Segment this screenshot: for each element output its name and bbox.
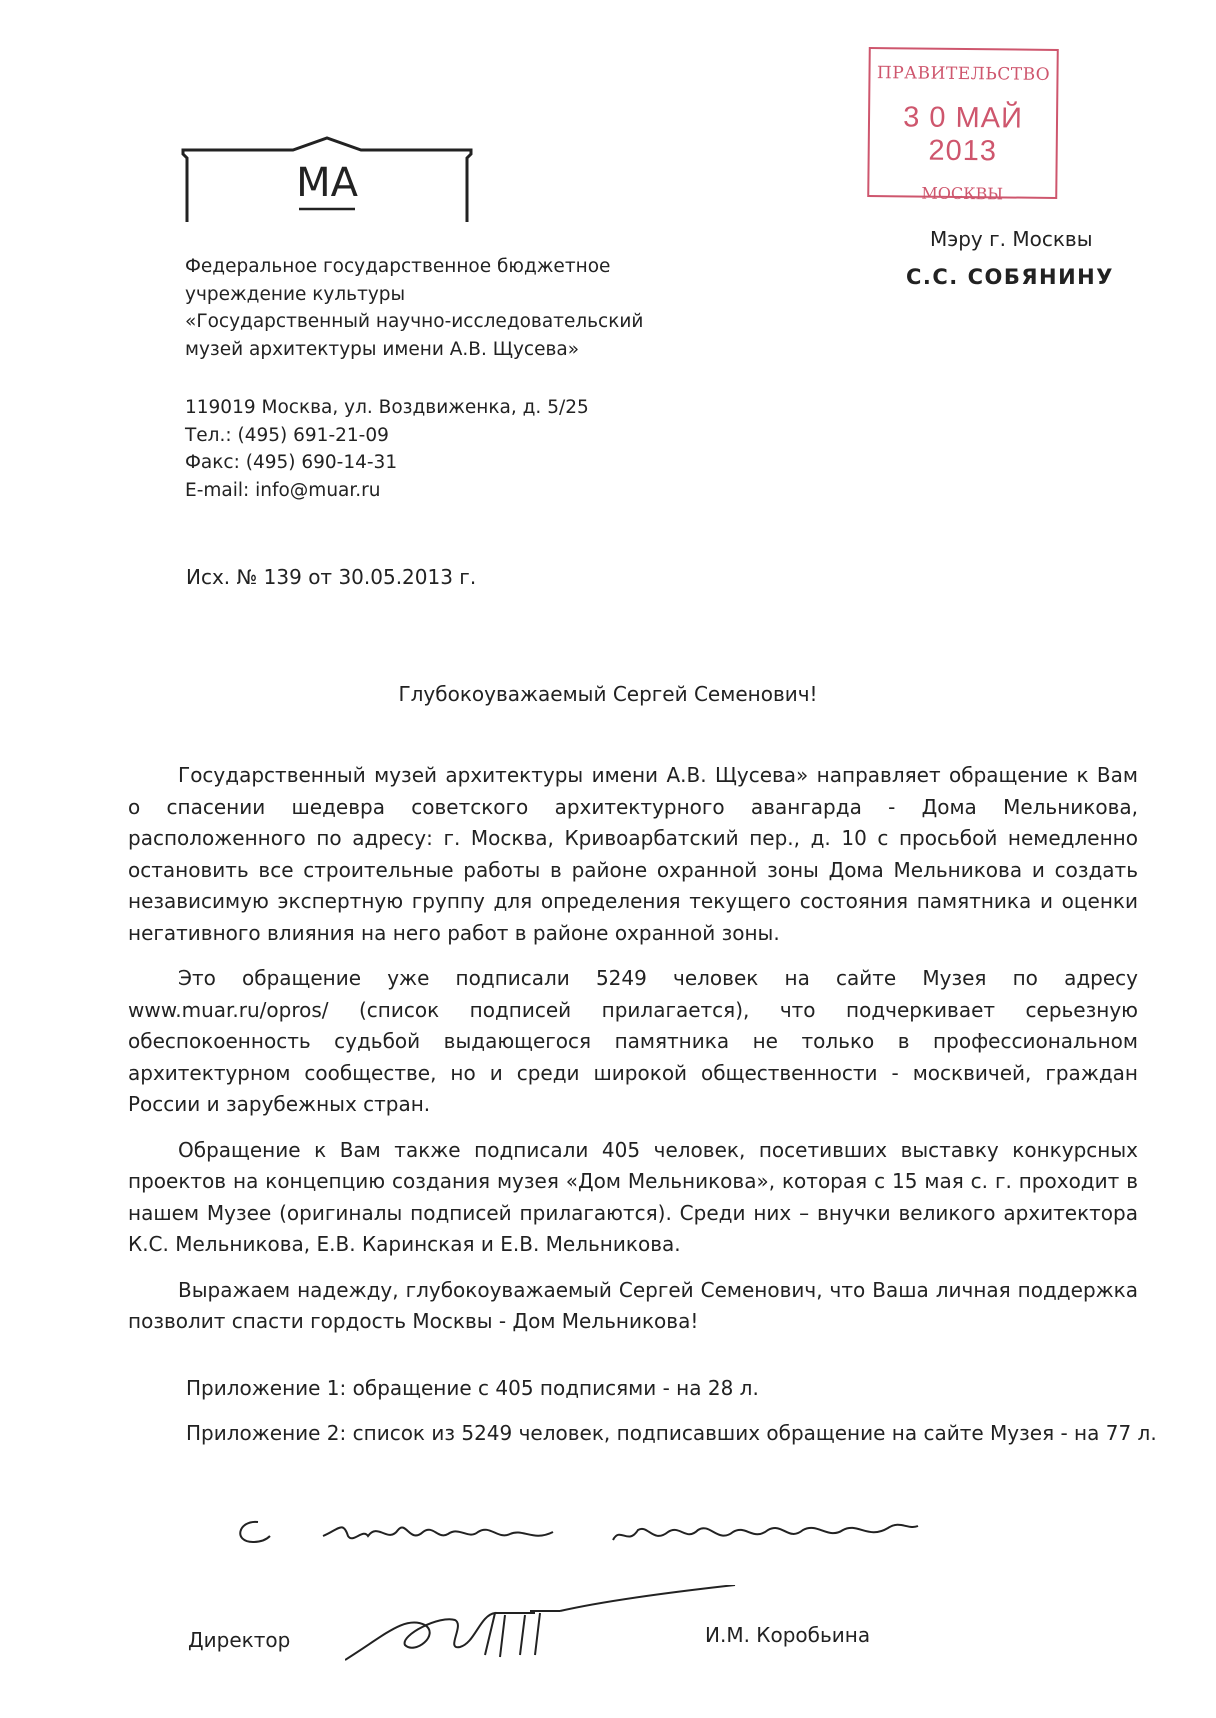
organization-name: [185, 253, 643, 363]
paragraph: Обращение к Вам также подписали 405 человек, посетивших выставку конкурсных проектов на концепцию создания музея «Дом Мельникова», которая с 15 мая с. г. проходит в нашем Музее (оригиналы подписей прилагаются). Среди них – внучки великого архитектора К.С. Мельникова, Е.В. Каринская и Е.В. Мельникова.: [128, 1137, 1138, 1256]
attachment-1: Приложение 1: обращение с 405 подписями - на 28 л.: [186, 1376, 759, 1400]
stamp-city: МОСКВЫ: [921, 183, 1004, 204]
handwritten-closing: [228, 1500, 1018, 1560]
museum-logo: [181, 136, 475, 222]
signatory-role: Директор: [188, 1628, 291, 1652]
outgoing-number: Исх. № 139 от 30.05.2013 г.: [186, 565, 477, 589]
paragraph: Это обращение уже подписали 5249 человек на сайте Музея по адресу www.muar.ru/opros/ (список подписей прилагается), что подчеркивает серьезную обеспокоенность судьбой выдающегося памятника не только в профессиональном архитектурном сообществе, но и среди широкой общественности - москвичей, граждан России и зарубежных стран.: [128, 966, 1138, 1116]
stamp-org: ПРАВИТЕЛЬСТВО: [876, 63, 1051, 85]
signature: [345, 1585, 745, 1670]
letter-body: [128, 760, 1138, 1352]
email: E-mail: info@muar.ru: [185, 479, 381, 501]
org-line: учреждение культуры: [185, 283, 406, 305]
attachments: [186, 1366, 1157, 1456]
postal-address: 119019 Москва, ул. Воздвиженка, д. 5/25: [185, 397, 589, 418]
organization-contacts: [185, 394, 589, 504]
addressee: [906, 227, 1114, 289]
org-line: «Государственный научно-исследовательский: [185, 311, 644, 332]
paragraph: Выражаем надежду, глубокоуважаемый Сергей Семенович, что Ваша личная поддержка позволит спасти гордость Москвы - Дом Мельникова!: [128, 1277, 1138, 1333]
addressee-title: Мэру г. Москвы: [930, 227, 1093, 251]
logo-text: МА: [296, 160, 358, 206]
org-line: Федеральное государственное бюджетное: [185, 256, 611, 277]
phone: Тел.: (495) 691-21-09: [185, 424, 389, 446]
greeting: Глубокоуважаемый Сергей Семенович!: [398, 682, 818, 706]
stamp-date: 3 0 МАЙ 2013: [903, 101, 1024, 168]
fax: Факс: (495) 690-14-31: [185, 452, 398, 473]
org-line: музей архитектуры имени А.В. Щусева»: [185, 338, 580, 360]
signatory-name: И.М. Коробьина: [705, 1623, 871, 1647]
attachment-2: Приложение 2: список из 5249 человек, подписавших обращение на сайте Музея - на 77 л.: [186, 1421, 1157, 1445]
paragraph: Государственный музей архитектуры имени А.В. Щусева» направляет обращение к Вам о спасении шедевра советского архитектурного авангарда - Дома Мельникова, расположенного по адресу: г. Москва, Кривоарбатский пер., д. 10 с просьбой немедленно остановить все строительные работы в районе охранной зоны Дома Мельникова и создать независимую экспертную группу для определения текущего состояния памятника и оценки негативного влияния на него работ в районе охранной зоны.: [128, 763, 1138, 945]
registration-stamp: [867, 47, 1059, 204]
addressee-name: С.С. СОБЯНИНУ: [906, 265, 1114, 289]
